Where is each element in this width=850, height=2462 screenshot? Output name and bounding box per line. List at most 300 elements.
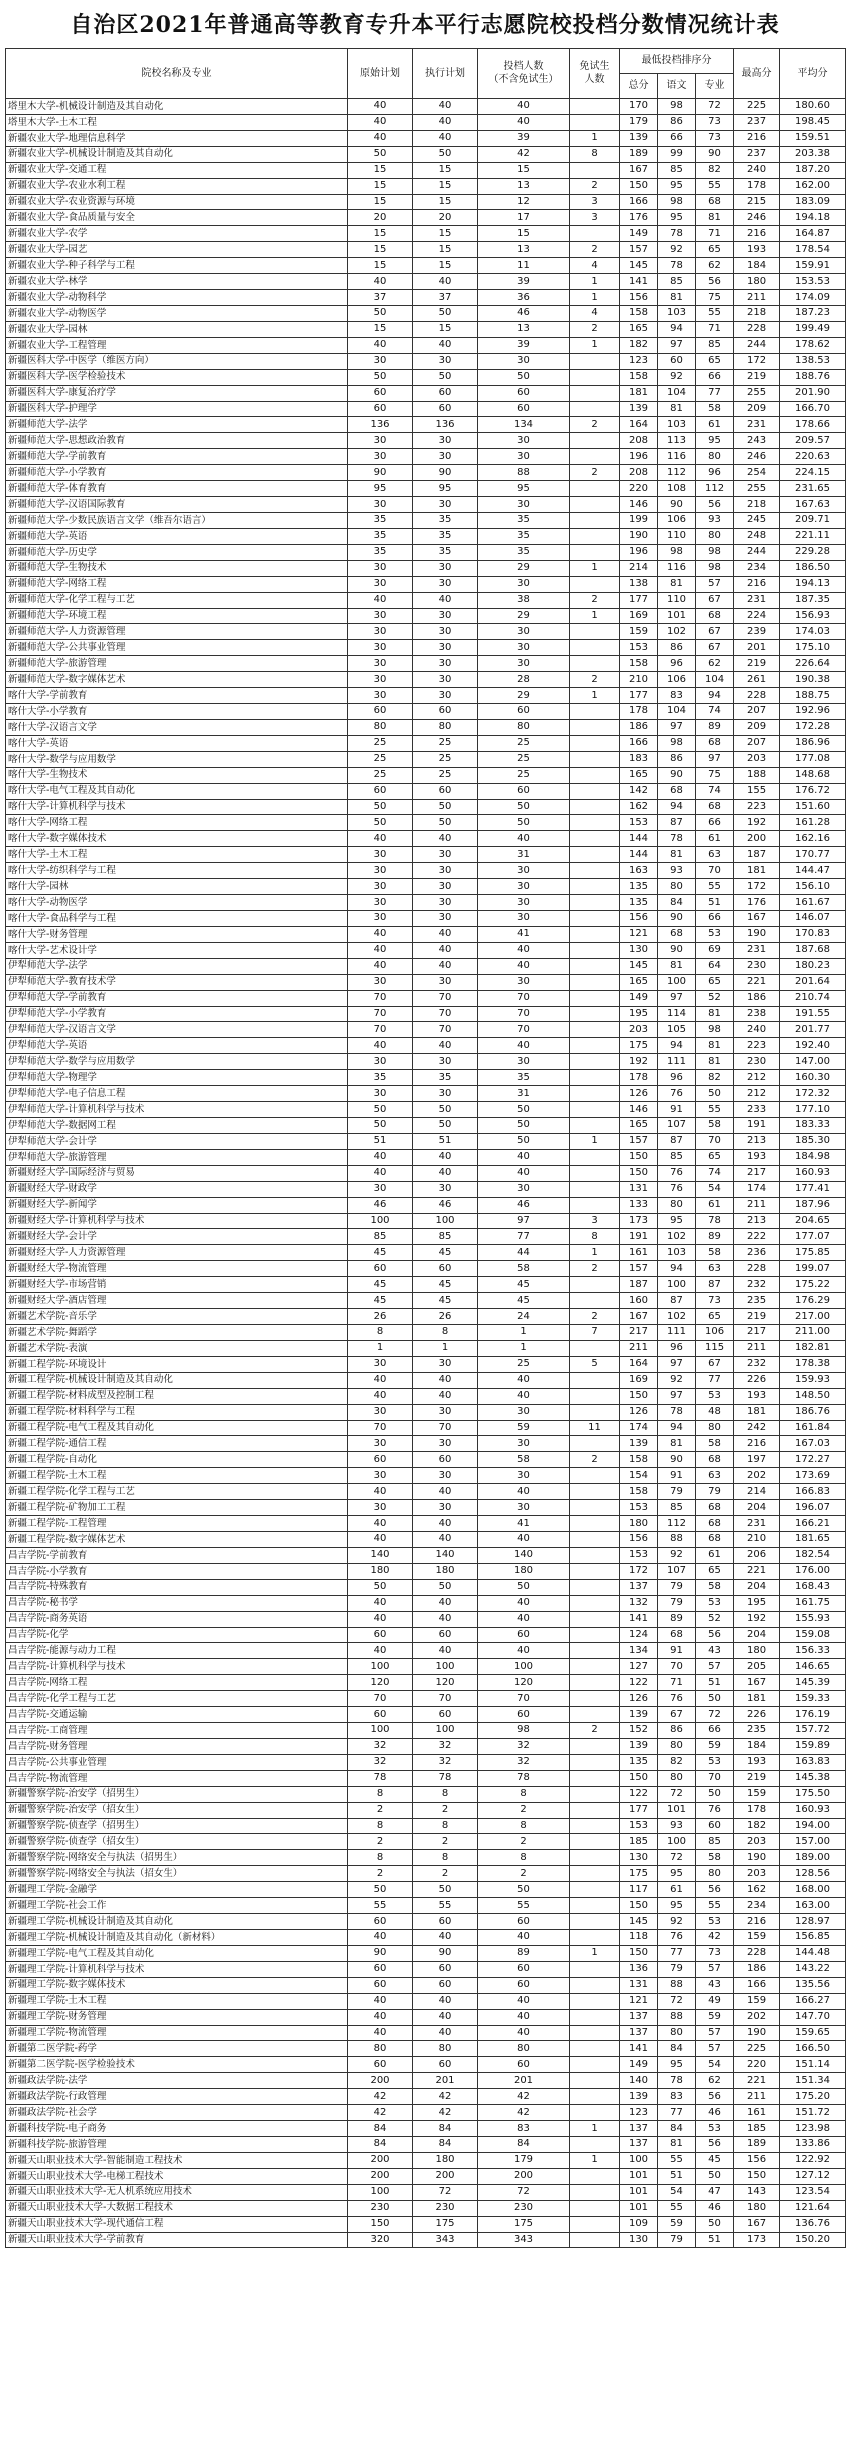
cell-highest-score: 234 — [734, 1898, 780, 1914]
cell-highest-score: 216 — [734, 1436, 780, 1452]
cell-highest-score: 246 — [734, 210, 780, 226]
cell-highest-score: 192 — [734, 815, 780, 831]
cell-lowest-chinese: 96 — [658, 1070, 696, 1086]
cell-lowest-chinese: 100 — [658, 974, 696, 990]
cell-highest-score: 206 — [734, 1547, 780, 1563]
cell-admitted: 31 — [478, 847, 570, 863]
cell-average-score: 157.72 — [780, 1723, 846, 1739]
cell-lowest-total: 192 — [620, 1054, 658, 1070]
cell-exempt — [570, 1611, 620, 1627]
table-row — [6, 735, 846, 751]
cell-average-score: 180.60 — [780, 99, 846, 115]
cell-admitted: 8 — [478, 1786, 570, 1802]
cell-original-plan: 40 — [348, 130, 413, 146]
cell-average-score: 175.10 — [780, 640, 846, 656]
cell-highest-score: 159 — [734, 1930, 780, 1946]
cell-lowest-major: 46 — [696, 2105, 734, 2121]
cell-exec-plan: 60 — [413, 704, 478, 720]
cell-lowest-total: 169 — [620, 1372, 658, 1388]
cell-exempt — [570, 1834, 620, 1850]
cell-lowest-total: 166 — [620, 735, 658, 751]
cell-lowest-chinese: 76 — [658, 1930, 696, 1946]
cell-school-major: 昌吉学院-公共事业管理 — [6, 1754, 348, 1770]
cell-admitted: 70 — [478, 1691, 570, 1707]
table-row — [6, 1707, 846, 1723]
cell-lowest-major: 50 — [696, 1691, 734, 1707]
cell-exempt — [570, 226, 620, 242]
cell-lowest-chinese: 92 — [658, 1372, 696, 1388]
cell-original-plan: 200 — [348, 2152, 413, 2168]
cell-exempt — [570, 990, 620, 1006]
cell-lowest-major: 67 — [696, 624, 734, 640]
cell-exempt — [570, 1754, 620, 1770]
cell-exempt — [570, 1802, 620, 1818]
cell-exempt: 3 — [570, 1213, 620, 1229]
cell-lowest-total: 124 — [620, 1627, 658, 1643]
cell-lowest-total: 162 — [620, 799, 658, 815]
cell-lowest-major: 53 — [696, 1754, 734, 1770]
cell-school-major: 新疆天山职业技术大学-智能制造工程技术 — [6, 2152, 348, 2168]
table-row — [6, 847, 846, 863]
cell-lowest-major: 73 — [696, 1293, 734, 1309]
cell-exempt — [570, 481, 620, 497]
table-row — [6, 2232, 846, 2248]
cell-admitted: 40 — [478, 958, 570, 974]
cell-exempt: 1 — [570, 1133, 620, 1149]
table-row — [6, 1691, 846, 1707]
cell-exempt: 8 — [570, 1229, 620, 1245]
cell-admitted: 88 — [478, 465, 570, 481]
cell-school-major: 昌吉学院-商务英语 — [6, 1611, 348, 1627]
cell-lowest-total: 126 — [620, 1404, 658, 1420]
cell-original-plan: 70 — [348, 1022, 413, 1038]
cell-lowest-chinese: 97 — [658, 990, 696, 1006]
cell-lowest-major: 67 — [696, 1356, 734, 1372]
cell-lowest-total: 156 — [620, 911, 658, 927]
cell-lowest-major: 68 — [696, 1452, 734, 1468]
cell-highest-score: 166 — [734, 1977, 780, 1993]
cell-lowest-chinese: 80 — [658, 1197, 696, 1213]
cell-exec-plan: 70 — [413, 990, 478, 1006]
table-row — [6, 290, 846, 306]
cell-original-plan: 95 — [348, 481, 413, 497]
cell-lowest-major: 66 — [696, 911, 734, 927]
cell-lowest-major: 76 — [696, 1802, 734, 1818]
cell-original-plan: 70 — [348, 1691, 413, 1707]
cell-lowest-total: 214 — [620, 560, 658, 576]
cell-admitted: 40 — [478, 1165, 570, 1181]
cell-lowest-total: 161 — [620, 1245, 658, 1261]
cell-average-score: 167.63 — [780, 497, 846, 513]
cell-lowest-total: 185 — [620, 1834, 658, 1850]
cell-highest-score: 203 — [734, 751, 780, 767]
cell-school-major: 新疆财经大学-会计学 — [6, 1229, 348, 1245]
cell-original-plan: 1 — [348, 1340, 413, 1356]
cell-admitted: 11 — [478, 258, 570, 274]
table-row — [6, 608, 846, 624]
cell-lowest-total: 150 — [620, 1388, 658, 1404]
cell-school-major: 昌吉学院-秘书学 — [6, 1595, 348, 1611]
cell-lowest-chinese: 77 — [658, 1945, 696, 1961]
cell-average-score: 182.54 — [780, 1547, 846, 1563]
cell-lowest-chinese: 99 — [658, 146, 696, 162]
cell-lowest-major: 95 — [696, 433, 734, 449]
cell-exec-plan: 30 — [413, 863, 478, 879]
cell-exec-plan: 40 — [413, 2025, 478, 2041]
cell-school-major: 新疆天山职业技术大学-电梯工程技术 — [6, 2168, 348, 2184]
cell-average-score: 148.50 — [780, 1388, 846, 1404]
cell-highest-score: 210 — [734, 1531, 780, 1547]
cell-original-plan: 37 — [348, 290, 413, 306]
cell-lowest-major: 57 — [696, 1659, 734, 1675]
cell-lowest-chinese: 94 — [658, 321, 696, 337]
cell-lowest-total: 165 — [620, 321, 658, 337]
cell-lowest-major: 89 — [696, 719, 734, 735]
cell-average-score: 187.68 — [780, 942, 846, 958]
cell-lowest-major: 80 — [696, 1866, 734, 1882]
table-row — [6, 879, 846, 895]
cell-exec-plan: 30 — [413, 1404, 478, 1420]
header-row — [6, 49, 846, 74]
cell-original-plan: 2 — [348, 1834, 413, 1850]
table-row — [6, 528, 846, 544]
cell-school-major: 伊犁师范大学-数据网工程 — [6, 1118, 348, 1134]
cell-lowest-chinese: 87 — [658, 1133, 696, 1149]
cell-highest-score: 216 — [734, 130, 780, 146]
cell-exec-plan: 50 — [413, 1118, 478, 1134]
cell-admitted: 89 — [478, 1945, 570, 1961]
cell-average-score: 186.50 — [780, 560, 846, 576]
table-row — [6, 974, 846, 990]
cell-average-score: 128.56 — [780, 1866, 846, 1882]
cell-school-major: 昌吉学院-小学教育 — [6, 1563, 348, 1579]
cell-exempt — [570, 1006, 620, 1022]
cell-lowest-chinese: 91 — [658, 1102, 696, 1118]
cell-admitted: 2 — [478, 1834, 570, 1850]
table-row — [6, 2025, 846, 2041]
cell-admitted: 30 — [478, 1468, 570, 1484]
cell-school-major: 新疆科技学院-旅游管理 — [6, 2137, 348, 2153]
cell-lowest-total: 135 — [620, 1754, 658, 1770]
cell-highest-score: 211 — [734, 1340, 780, 1356]
cell-lowest-total: 177 — [620, 688, 658, 704]
cell-exec-plan: 70 — [413, 1691, 478, 1707]
cell-lowest-chinese: 90 — [658, 942, 696, 958]
cell-original-plan: 40 — [348, 2009, 413, 2025]
cell-lowest-chinese: 82 — [658, 1754, 696, 1770]
cell-lowest-chinese: 90 — [658, 497, 696, 513]
cell-exec-plan: 120 — [413, 1675, 478, 1691]
cell-lowest-chinese: 78 — [658, 831, 696, 847]
cell-exec-plan: 15 — [413, 178, 478, 194]
cell-exec-plan: 30 — [413, 1054, 478, 1070]
cell-lowest-chinese: 80 — [658, 879, 696, 895]
cell-exec-plan: 230 — [413, 2200, 478, 2216]
table-row — [6, 911, 846, 927]
cell-highest-score: 211 — [734, 2089, 780, 2105]
cell-school-major: 新疆理工学院-土木工程 — [6, 1993, 348, 2009]
cell-lowest-chinese: 78 — [658, 226, 696, 242]
cell-school-major: 新疆医科大学-康复治疗学 — [6, 385, 348, 401]
cell-highest-score: 180 — [734, 1643, 780, 1659]
cell-original-plan: 50 — [348, 799, 413, 815]
cell-lowest-chinese: 98 — [658, 194, 696, 210]
cell-lowest-chinese: 76 — [658, 1165, 696, 1181]
table-row — [6, 99, 846, 115]
cell-average-score: 166.50 — [780, 2041, 846, 2057]
cell-highest-score: 203 — [734, 1866, 780, 1882]
cell-original-plan: 45 — [348, 1245, 413, 1261]
cell-admitted: 40 — [478, 942, 570, 958]
cell-average-score: 175.85 — [780, 1245, 846, 1261]
cell-school-major: 新疆师范大学-化学工程与工艺 — [6, 592, 348, 608]
cell-lowest-major: 55 — [696, 879, 734, 895]
cell-exec-plan: 72 — [413, 2184, 478, 2200]
cell-lowest-total: 178 — [620, 1070, 658, 1086]
cell-school-major: 伊犁师范大学-小学教育 — [6, 1006, 348, 1022]
cell-average-score: 204.65 — [780, 1213, 846, 1229]
cell-exempt: 1 — [570, 608, 620, 624]
cell-lowest-major: 46 — [696, 2200, 734, 2216]
cell-lowest-chinese: 88 — [658, 2009, 696, 2025]
cell-exec-plan: 2 — [413, 1802, 478, 1818]
cell-school-major: 新疆农业大学-交通工程 — [6, 162, 348, 178]
cell-highest-score: 228 — [734, 1261, 780, 1277]
cell-exec-plan: 60 — [413, 1961, 478, 1977]
table-row — [6, 640, 846, 656]
cell-exec-plan: 15 — [413, 162, 478, 178]
cell-highest-score: 216 — [734, 226, 780, 242]
cell-average-score: 160.30 — [780, 1070, 846, 1086]
cell-exempt — [570, 1850, 620, 1866]
cell-lowest-major: 81 — [696, 1054, 734, 1070]
cell-original-plan: 60 — [348, 1914, 413, 1930]
cell-lowest-major: 90 — [696, 146, 734, 162]
cell-average-score: 183.33 — [780, 1118, 846, 1134]
cell-lowest-total: 141 — [620, 274, 658, 290]
cell-school-major: 新疆农业大学-园林 — [6, 321, 348, 337]
cell-average-score: 135.56 — [780, 1977, 846, 1993]
cell-original-plan: 15 — [348, 194, 413, 210]
cell-lowest-major: 58 — [696, 1850, 734, 1866]
cell-admitted: 25 — [478, 751, 570, 767]
cell-admitted: 50 — [478, 1118, 570, 1134]
cell-lowest-major: 98 — [696, 560, 734, 576]
cell-highest-score: 181 — [734, 863, 780, 879]
cell-admitted: 98 — [478, 1723, 570, 1739]
cell-average-score: 199.49 — [780, 321, 846, 337]
cell-highest-score: 226 — [734, 1707, 780, 1723]
cell-exec-plan: 40 — [413, 958, 478, 974]
cell-school-major: 新疆财经大学-人力资源管理 — [6, 1245, 348, 1261]
cell-lowest-chinese: 84 — [658, 895, 696, 911]
cell-lowest-chinese: 68 — [658, 926, 696, 942]
cell-lowest-chinese: 97 — [658, 719, 696, 735]
cell-lowest-major: 87 — [696, 1277, 734, 1293]
cell-average-score: 178.66 — [780, 417, 846, 433]
table-row — [6, 337, 846, 353]
cell-average-score: 217.00 — [780, 1309, 846, 1325]
cell-exempt — [570, 1038, 620, 1054]
cell-average-score: 201.64 — [780, 974, 846, 990]
cell-original-plan: 200 — [348, 2073, 413, 2089]
cell-exec-plan: 40 — [413, 1643, 478, 1659]
cell-lowest-total: 139 — [620, 1738, 658, 1754]
cell-original-plan: 90 — [348, 1945, 413, 1961]
cell-exec-plan: 40 — [413, 1038, 478, 1054]
cell-lowest-chinese: 95 — [658, 2057, 696, 2073]
cell-exec-plan: 51 — [413, 1133, 478, 1149]
table-row — [6, 1229, 846, 1245]
cell-highest-score: 254 — [734, 465, 780, 481]
cell-average-score: 143.22 — [780, 1961, 846, 1977]
cell-admitted: 60 — [478, 704, 570, 720]
cell-exec-plan: 2 — [413, 1866, 478, 1882]
cell-highest-score: 218 — [734, 497, 780, 513]
cell-average-score: 159.91 — [780, 258, 846, 274]
cell-lowest-chinese: 116 — [658, 560, 696, 576]
cell-admitted: 60 — [478, 2057, 570, 2073]
cell-original-plan: 40 — [348, 1149, 413, 1165]
cell-school-major: 昌吉学院-物流管理 — [6, 1770, 348, 1786]
cell-school-major: 新疆师范大学-网络工程 — [6, 576, 348, 592]
cell-exec-plan: 15 — [413, 258, 478, 274]
cell-lowest-total: 208 — [620, 433, 658, 449]
cell-admitted: 44 — [478, 1245, 570, 1261]
cell-lowest-major: 74 — [696, 704, 734, 720]
table-row — [6, 767, 846, 783]
cell-lowest-total: 123 — [620, 353, 658, 369]
cell-lowest-total: 139 — [620, 1707, 658, 1723]
cell-exempt — [570, 1595, 620, 1611]
cell-school-major: 新疆工程学院-机械设计制造及其自动化 — [6, 1372, 348, 1388]
cell-lowest-major: 70 — [696, 863, 734, 879]
cell-exempt — [570, 1484, 620, 1500]
cell-average-score: 172.27 — [780, 1452, 846, 1468]
cell-highest-score: 188 — [734, 767, 780, 783]
cell-exec-plan: 30 — [413, 1436, 478, 1452]
cell-lowest-total: 181 — [620, 385, 658, 401]
cell-lowest-total: 139 — [620, 1436, 658, 1452]
cell-lowest-major: 80 — [696, 528, 734, 544]
cell-admitted: 42 — [478, 146, 570, 162]
cell-highest-score: 202 — [734, 1468, 780, 1484]
cell-lowest-chinese: 80 — [658, 1770, 696, 1786]
cell-exempt — [570, 1022, 620, 1038]
cell-lowest-major: 81 — [696, 1006, 734, 1022]
table-row — [6, 688, 846, 704]
table-row — [6, 624, 846, 640]
cell-lowest-total: 137 — [620, 2025, 658, 2041]
cell-school-major: 新疆医科大学-医学检验技术 — [6, 369, 348, 385]
cell-average-score: 176.72 — [780, 783, 846, 799]
cell-exec-plan: 90 — [413, 465, 478, 481]
cell-average-score: 163.83 — [780, 1754, 846, 1770]
cell-exempt: 2 — [570, 1723, 620, 1739]
table-row — [6, 1468, 846, 1484]
cell-lowest-chinese: 84 — [658, 2121, 696, 2137]
cell-average-score: 150.20 — [780, 2232, 846, 2248]
cell-lowest-total: 127 — [620, 1659, 658, 1675]
cell-highest-score: 244 — [734, 337, 780, 353]
table-row — [6, 2184, 846, 2200]
cell-lowest-major: 42 — [696, 1930, 734, 1946]
cell-lowest-total: 135 — [620, 895, 658, 911]
cell-lowest-major: 89 — [696, 1229, 734, 1245]
table-row — [6, 1213, 846, 1229]
cell-school-major: 新疆农业大学-种子科学与工程 — [6, 258, 348, 274]
cell-lowest-total: 109 — [620, 2216, 658, 2232]
cell-lowest-major: 75 — [696, 290, 734, 306]
cell-highest-score: 192 — [734, 1611, 780, 1627]
cell-lowest-major: 104 — [696, 672, 734, 688]
cell-lowest-total: 135 — [620, 879, 658, 895]
table-row — [6, 210, 846, 226]
table-row — [6, 1898, 846, 1914]
cell-average-score: 192.40 — [780, 1038, 846, 1054]
cell-lowest-chinese: 104 — [658, 385, 696, 401]
table-row — [6, 1165, 846, 1181]
cell-school-major: 新疆医科大学-护理学 — [6, 401, 348, 417]
cell-exec-plan: 40 — [413, 1372, 478, 1388]
cell-original-plan: 42 — [348, 2105, 413, 2121]
cell-original-plan: 40 — [348, 831, 413, 847]
cell-exempt — [570, 926, 620, 942]
cell-school-major: 新疆农业大学-农学 — [6, 226, 348, 242]
cell-lowest-total: 165 — [620, 1118, 658, 1134]
table-row — [6, 704, 846, 720]
table-row — [6, 1452, 846, 1468]
cell-admitted: 80 — [478, 719, 570, 735]
cell-exec-plan: 85 — [413, 1229, 478, 1245]
cell-average-score: 151.60 — [780, 799, 846, 815]
cell-lowest-major: 62 — [696, 258, 734, 274]
cell-school-major: 新疆农业大学-农业水利工程 — [6, 178, 348, 194]
cell-exempt — [570, 1340, 620, 1356]
cell-exec-plan: 45 — [413, 1293, 478, 1309]
cell-lowest-total: 122 — [620, 1675, 658, 1691]
cell-highest-score: 261 — [734, 672, 780, 688]
cell-lowest-chinese: 80 — [658, 1738, 696, 1754]
cell-lowest-major: 65 — [696, 974, 734, 990]
cell-lowest-major: 79 — [696, 1484, 734, 1500]
cell-exempt — [570, 1500, 620, 1516]
cell-exempt: 3 — [570, 210, 620, 226]
cell-lowest-major: 45 — [696, 2152, 734, 2168]
cell-lowest-total: 144 — [620, 847, 658, 863]
cell-original-plan: 40 — [348, 958, 413, 974]
cell-exempt — [570, 544, 620, 560]
cell-exempt: 2 — [570, 465, 620, 481]
table-row — [6, 1356, 846, 1372]
cell-exempt — [570, 879, 620, 895]
cell-lowest-total: 136 — [620, 1961, 658, 1977]
cell-school-major: 塔里木大学-机械设计制造及其自动化 — [6, 99, 348, 115]
cell-admitted: 80 — [478, 2041, 570, 2057]
cell-school-major: 新疆医科大学-中医学（维医方向） — [6, 353, 348, 369]
cell-lowest-total: 172 — [620, 1563, 658, 1579]
cell-school-major: 新疆理工学院-金融学 — [6, 1882, 348, 1898]
cell-highest-score: 143 — [734, 2184, 780, 2200]
cell-exempt — [570, 815, 620, 831]
cell-admitted: 35 — [478, 1070, 570, 1086]
cell-school-major: 新疆师范大学-汉语国际教育 — [6, 497, 348, 513]
cell-lowest-chinese: 67 — [658, 1707, 696, 1723]
cell-exec-plan: 30 — [413, 895, 478, 911]
table-row — [6, 449, 846, 465]
cell-school-major: 新疆政法学院-法学 — [6, 2073, 348, 2089]
cell-lowest-major: 55 — [696, 1102, 734, 1118]
